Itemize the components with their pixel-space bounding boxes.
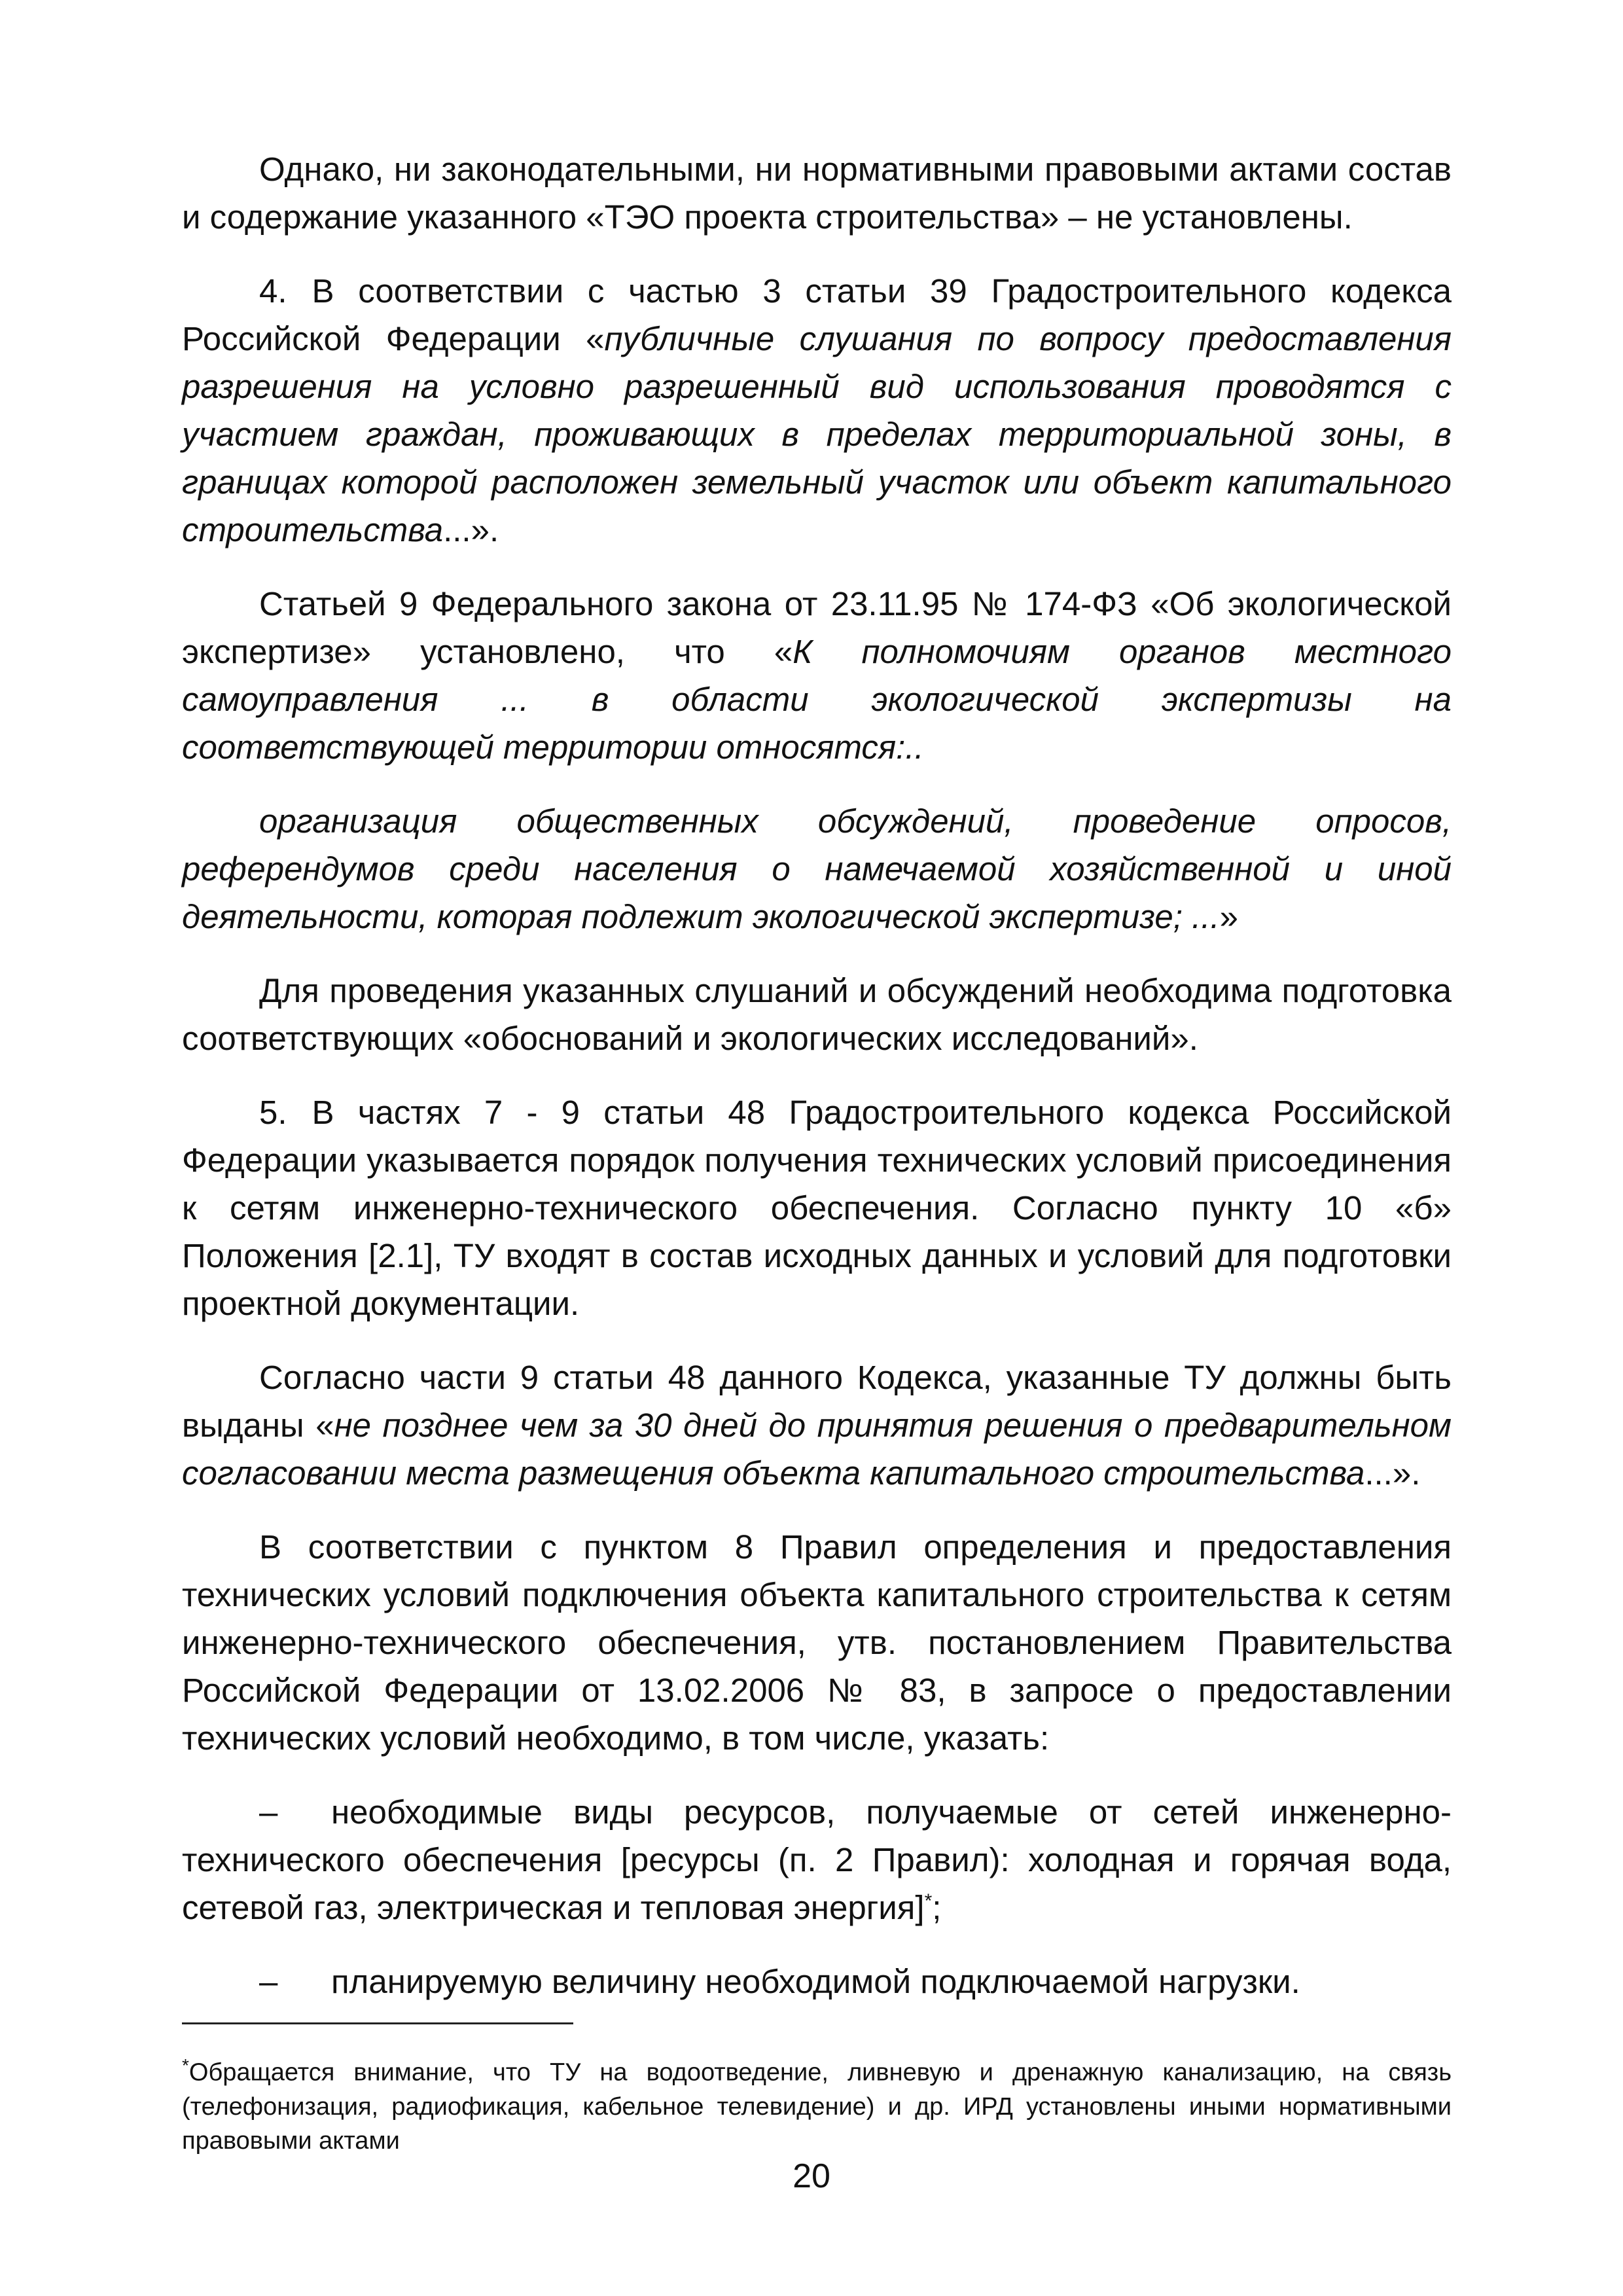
footnote-mark: *	[182, 2055, 189, 2075]
list-item: – необходимые виды ресурсов, получаемые от сетей инженерно-технического обеспечения [ресурсы (п. 2 Правил): холодная и горячая вода, сетевой газ, электрическая и тепловая энергия]*;	[182, 1788, 1452, 1931]
dash-bullet: –	[259, 1963, 278, 2000]
footnote-mark: *	[924, 1890, 933, 1912]
paragraph-4: 4. В соответствии с частью 3 статьи 39 Градостроительного кодекса Российской Федерации «публичные слушания по вопросу предоставления разрешения на условно разрешенный вид использования проводятся с участием граждан, проживающих в пределах территориальной зоны, в границах которой расположен земельный участок или объект капитального строительства...».	[182, 272, 1452, 548]
paragraph-quote-continuation: организация общественных обсуждений, проведение опросов, референдумов среди населения о намечаемой хозяйственной и иной деятельности, которая подлежит экологической экспертизе; ...»	[182, 802, 1452, 935]
paragraph-5: 5. В частях 7 - 9 статьи 48 Градостроительного кодекса Российской Федерации указывается порядок получения технических условий присоединения к сетям инженерно-технического обеспечения. Согласно пункту 10 «б» Положения [2.1], ТУ входят в состав исходных данных и условий для подготовки проектной документации.	[182, 1094, 1452, 1322]
paragraph-1: Однако, ни законодательными, ни нормативными правовыми актами состав и содержание указанного «ТЭО проекта строительства» – не установлены.	[182, 151, 1452, 236]
paragraph-ecology-law: Статьей 9 Федерального закона от 23.11.95 № 174-ФЗ «Об экологической экспертизе» установлено, что «К полномочиям органов местного самоуправления ... в области экологической экспертизы на соответствующей территории относятся:..	[182, 585, 1452, 766]
paragraph-rules-8: В соответствии с пунктом 8 Правил определения и предоставления технических условий подключения объекта капитального строительства к сетям инженерно-технического обеспечения, утв. постановлением Правительства Российской Федерации от 13.02.2006 № 83, в запросе о предоставлении технических условий необходимо, в том числе, указать:	[182, 1528, 1452, 1757]
paragraph-hearings: Для проведения указанных слушаний и обсуждений необходима подготовка соответствующих «обоснований и экологических исследований».	[182, 972, 1452, 1057]
dash-bullet: –	[259, 1793, 278, 1831]
footnote-separator	[182, 2022, 573, 2024]
body-text	[182, 145, 1452, 2032]
paragraph-tu-deadline: Согласно части 9 статьи 48 данного Кодекса, указанные ТУ должны быть выданы «не позднее чем за 30 дней до принятия решения о предварительном согласовании места размещения объекта капитального строительства...».	[182, 1359, 1452, 1492]
page-number: 20	[793, 2157, 830, 2195]
item-number: 5.	[259, 1094, 287, 1131]
footnote: *Обращается внимание, что ТУ на водоотведение, ливневую и дренажную канализацию, на связь (телефонизация, радиофикация, кабельное телевидение) и др. ИРД установлены иными нормативными правовыми актами	[182, 2055, 1452, 2155]
list-item: – планируемую величину необходимой подключаемой нагрузки.	[182, 1958, 1452, 2005]
item-number: 4.	[259, 272, 287, 310]
